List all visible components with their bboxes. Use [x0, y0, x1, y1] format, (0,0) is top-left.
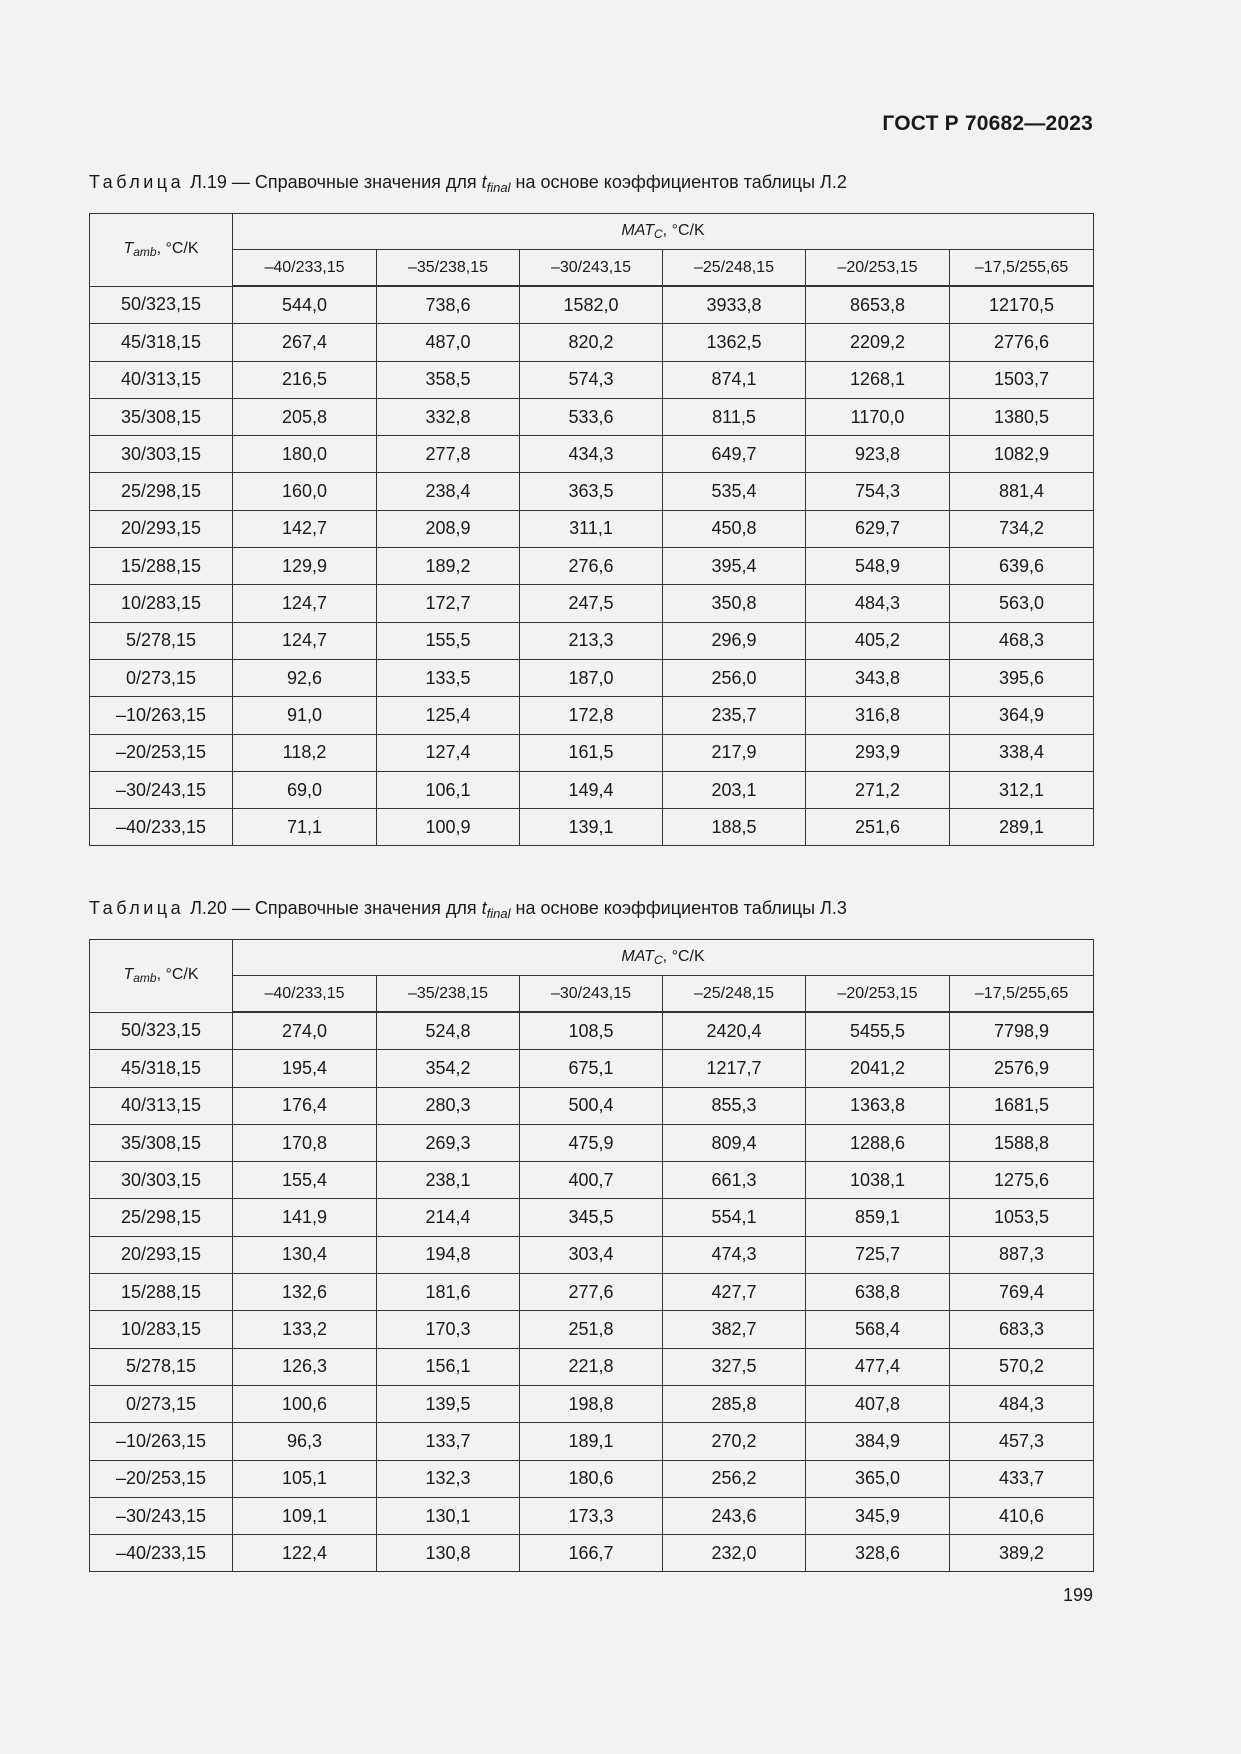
table-cell: 92,6 [233, 659, 377, 696]
table-cell: 400,7 [520, 1162, 663, 1199]
table-cell: 217,9 [663, 734, 806, 771]
table-cell: 118,2 [233, 734, 377, 771]
table-cell: 125,4 [377, 697, 520, 734]
table-row [90, 697, 1094, 734]
table-cell: 106,1 [377, 771, 520, 808]
column-header: –30/243,15 [520, 250, 663, 287]
table-cell: 769,4 [950, 1274, 1094, 1311]
table-cell: 554,1 [663, 1199, 806, 1236]
table-cell: 405,2 [806, 622, 950, 659]
caption-word: Таблица [89, 898, 185, 918]
table-cell: 629,7 [806, 510, 950, 547]
table-row [90, 734, 1094, 771]
corner-header: $T_{amb}$, °C/K [90, 940, 233, 1013]
group-header: $MAT_C$, °C/K [233, 940, 1094, 976]
table-cell: 475,9 [520, 1124, 663, 1161]
table-cell: 855,3 [663, 1087, 806, 1124]
table-cell: 100,6 [233, 1385, 377, 1422]
table-cell: 133,7 [377, 1423, 520, 1460]
table-cell: 280,3 [377, 1087, 520, 1124]
table-cell: 484,3 [950, 1385, 1094, 1422]
table-cell: 427,7 [663, 1274, 806, 1311]
table-row [90, 1012, 1094, 1050]
row-header-cell: 25/298,15 [90, 1199, 233, 1236]
caption-text-end: на основе коэффициентов таблицы Л.2 [510, 172, 847, 192]
table-cell: 130,8 [377, 1535, 520, 1572]
table-cell: 500,4 [520, 1087, 663, 1124]
data-table [89, 213, 1094, 846]
table-cell: 132,3 [377, 1460, 520, 1497]
table-row [90, 585, 1094, 622]
row-header-cell: 5/278,15 [90, 622, 233, 659]
table-cell: 271,2 [806, 771, 950, 808]
table-cell: 474,3 [663, 1236, 806, 1273]
table-cell: 303,4 [520, 1236, 663, 1273]
table-cell: 176,4 [233, 1087, 377, 1124]
table-cell: 820,2 [520, 324, 663, 361]
table-cell: 675,1 [520, 1050, 663, 1087]
column-header: –17,5/255,65 [950, 976, 1094, 1013]
table-row [90, 1236, 1094, 1273]
table-cell: 126,3 [233, 1348, 377, 1385]
table-cell: 563,0 [950, 585, 1094, 622]
row-header-cell: 20/293,15 [90, 1236, 233, 1273]
row-header-cell: 15/288,15 [90, 548, 233, 585]
table-cell: 874,1 [663, 361, 806, 398]
table-cell: 170,3 [377, 1311, 520, 1348]
table-cell: 535,4 [663, 473, 806, 510]
table-cell: 189,2 [377, 548, 520, 585]
table-row [90, 324, 1094, 361]
table-cell: 180,6 [520, 1460, 663, 1497]
table-row [90, 1535, 1094, 1572]
table-cell: 343,8 [806, 659, 950, 696]
table-cell: 568,4 [806, 1311, 950, 1348]
table-cell: 332,8 [377, 398, 520, 435]
table-cell: 1288,6 [806, 1124, 950, 1161]
table-row [90, 1199, 1094, 1236]
table-cell: 155,5 [377, 622, 520, 659]
table-cell: 221,8 [520, 1348, 663, 1385]
table-cell: 156,1 [377, 1348, 520, 1385]
table-row [90, 1311, 1094, 1348]
column-header: –20/253,15 [806, 250, 950, 287]
table-cell: 1582,0 [520, 286, 663, 324]
table-cell: 358,5 [377, 361, 520, 398]
table-cell: 71,1 [233, 809, 377, 846]
table-cell: 487,0 [377, 324, 520, 361]
table-row [90, 361, 1094, 398]
corner-header: $T_{amb}$, °C/K [90, 214, 233, 287]
table-cell: 187,0 [520, 659, 663, 696]
table-cell: 214,4 [377, 1199, 520, 1236]
caption-text: Л.19 — Справочные значения для [190, 172, 482, 192]
caption-text-end: на основе коэффициентов таблицы Л.3 [510, 898, 847, 918]
table-cell: 350,8 [663, 585, 806, 622]
table-cell: 129,9 [233, 548, 377, 585]
table-cell: 327,5 [663, 1348, 806, 1385]
table-cell: 382,7 [663, 1311, 806, 1348]
table-cell: 887,3 [950, 1236, 1094, 1273]
table-cell: 410,6 [950, 1497, 1094, 1534]
caption-text: Л.20 — Справочные значения для [190, 898, 482, 918]
table-cell: 139,1 [520, 809, 663, 846]
table-cell: 809,4 [663, 1124, 806, 1161]
table-cell: 181,6 [377, 1274, 520, 1311]
row-header-cell: 50/323,15 [90, 1012, 233, 1050]
table-cell: 194,8 [377, 1236, 520, 1273]
table-cell: 484,3 [806, 585, 950, 622]
table-cell: 544,0 [233, 286, 377, 324]
row-header-cell: 40/313,15 [90, 361, 233, 398]
table-row [90, 1124, 1094, 1161]
table-cell: 311,1 [520, 510, 663, 547]
caption-variable: t [481, 898, 487, 918]
table-row [90, 1385, 1094, 1422]
table-cell: 8653,8 [806, 286, 950, 324]
column-header: –35/238,15 [377, 976, 520, 1013]
table-cell: 243,6 [663, 1497, 806, 1534]
table-cell: 109,1 [233, 1497, 377, 1534]
table-cell: 734,2 [950, 510, 1094, 547]
table-cell: 285,8 [663, 1385, 806, 1422]
table-cell: 172,7 [377, 585, 520, 622]
table-cell: 69,0 [233, 771, 377, 808]
table-cell: 180,0 [233, 436, 377, 473]
table-row [90, 510, 1094, 547]
table-cell: 247,5 [520, 585, 663, 622]
caption-variable-subscript: final [486, 180, 511, 195]
table-cell: 1681,5 [950, 1087, 1094, 1124]
table-cell: 457,3 [950, 1423, 1094, 1460]
table-row [90, 548, 1094, 585]
table-row [90, 1050, 1094, 1087]
table-cell: 139,5 [377, 1385, 520, 1422]
table-cell: 1082,9 [950, 436, 1094, 473]
table-cell: 170,8 [233, 1124, 377, 1161]
table-cell: 533,6 [520, 398, 663, 435]
table-cell: 1363,8 [806, 1087, 950, 1124]
table-cell: 354,2 [377, 1050, 520, 1087]
table-cell: 395,6 [950, 659, 1094, 696]
table-cell: 235,7 [663, 697, 806, 734]
table-cell: 188,5 [663, 809, 806, 846]
column-header: –20/253,15 [806, 976, 950, 1013]
table-cell: 1217,7 [663, 1050, 806, 1087]
table-cell: 524,8 [377, 1012, 520, 1050]
table-row [90, 286, 1094, 324]
table-cell: 267,4 [233, 324, 377, 361]
table-cell: 1275,6 [950, 1162, 1094, 1199]
group-header: $MAT_C$, °C/K [233, 214, 1094, 250]
table-cell: 1038,1 [806, 1162, 950, 1199]
table-cell: 738,6 [377, 286, 520, 324]
table-cell: 141,9 [233, 1199, 377, 1236]
column-header: –35/238,15 [377, 250, 520, 287]
caption-variable-subscript: final [486, 906, 511, 921]
table-cell: 1170,0 [806, 398, 950, 435]
table-cell: 574,3 [520, 361, 663, 398]
table-cell: 127,4 [377, 734, 520, 771]
row-header-cell: 20/293,15 [90, 510, 233, 547]
table-cell: 1362,5 [663, 324, 806, 361]
table-cell: 450,8 [663, 510, 806, 547]
table-cell: 661,3 [663, 1162, 806, 1199]
table-cell: 407,8 [806, 1385, 950, 1422]
row-header-cell: 35/308,15 [90, 1124, 233, 1161]
column-header: –25/248,15 [663, 976, 806, 1013]
column-header: –30/243,15 [520, 976, 663, 1013]
table-cell: 1268,1 [806, 361, 950, 398]
row-header-cell: –40/233,15 [90, 809, 233, 846]
row-header-cell: 45/318,15 [90, 1050, 233, 1087]
page-number: 199 [1062, 1585, 1093, 1605]
table-cell: 189,1 [520, 1423, 663, 1460]
row-header-cell: 0/273,15 [90, 1385, 233, 1422]
table-cell: 108,5 [520, 1012, 663, 1050]
row-header-cell: 25/298,15 [90, 473, 233, 510]
table-cell: 293,9 [806, 734, 950, 771]
table-cell: 216,5 [233, 361, 377, 398]
table-cell: 3933,8 [663, 286, 806, 324]
table-cell: 881,4 [950, 473, 1094, 510]
table-cell: 133,5 [377, 659, 520, 696]
table-cell: 132,6 [233, 1274, 377, 1311]
table-row [90, 1274, 1094, 1311]
table-cell: 173,3 [520, 1497, 663, 1534]
table-caption [89, 898, 847, 921]
table-cell: 238,4 [377, 473, 520, 510]
table-row [90, 1497, 1094, 1534]
row-header-cell: –10/263,15 [90, 1423, 233, 1460]
table-cell: 433,7 [950, 1460, 1094, 1497]
table-cell: 570,2 [950, 1348, 1094, 1385]
table-cell: 133,2 [233, 1311, 377, 1348]
data-table [89, 939, 1094, 1572]
table-cell: 96,3 [233, 1423, 377, 1460]
table-row [90, 1087, 1094, 1124]
table-cell: 468,3 [950, 622, 1094, 659]
row-header-cell: 0/273,15 [90, 659, 233, 696]
table-cell: 395,4 [663, 548, 806, 585]
table-cell: 122,4 [233, 1535, 377, 1572]
table-cell: 12170,5 [950, 286, 1094, 324]
row-header-cell: 10/283,15 [90, 1311, 233, 1348]
table-cell: 316,8 [806, 697, 950, 734]
table-cell: 2209,2 [806, 324, 950, 361]
table-cell: 2576,9 [950, 1050, 1094, 1087]
table-cell: 205,8 [233, 398, 377, 435]
table-cell: 338,4 [950, 734, 1094, 771]
table-cell: 155,4 [233, 1162, 377, 1199]
row-header-cell: –20/253,15 [90, 1460, 233, 1497]
row-header-cell: –10/263,15 [90, 697, 233, 734]
table-cell: 923,8 [806, 436, 950, 473]
table-cell: 256,2 [663, 1460, 806, 1497]
table-cell: 208,9 [377, 510, 520, 547]
table-cell: 1380,5 [950, 398, 1094, 435]
table-cell: 1588,8 [950, 1124, 1094, 1161]
table-cell: 859,1 [806, 1199, 950, 1236]
table-cell: 811,5 [663, 398, 806, 435]
document-header: ГОСТ Р 70682—2023 [882, 112, 1093, 135]
row-header-cell: –30/243,15 [90, 1497, 233, 1534]
table-cell: 172,8 [520, 697, 663, 734]
table-cell: 161,5 [520, 734, 663, 771]
table-cell: 754,3 [806, 473, 950, 510]
table-row [90, 659, 1094, 696]
table-cell: 270,2 [663, 1423, 806, 1460]
row-header-cell: –20/253,15 [90, 734, 233, 771]
table-cell: 296,9 [663, 622, 806, 659]
row-header-cell: 5/278,15 [90, 1348, 233, 1385]
table-cell: 251,8 [520, 1311, 663, 1348]
table-cell: 363,5 [520, 473, 663, 510]
table-cell: 160,0 [233, 473, 377, 510]
table-row [90, 1423, 1094, 1460]
table-cell: 2776,6 [950, 324, 1094, 361]
table-row [90, 1460, 1094, 1497]
table-row [90, 1348, 1094, 1385]
table-cell: 130,1 [377, 1497, 520, 1534]
row-header-cell: 10/283,15 [90, 585, 233, 622]
table-row [90, 436, 1094, 473]
table-cell: 7798,9 [950, 1012, 1094, 1050]
table-cell: 203,1 [663, 771, 806, 808]
caption-word: Таблица [89, 172, 185, 192]
table-cell: 105,1 [233, 1460, 377, 1497]
table-cell: 1503,7 [950, 361, 1094, 398]
table-cell: 683,3 [950, 1311, 1094, 1348]
row-header-cell: 35/308,15 [90, 398, 233, 435]
table-cell: 649,7 [663, 436, 806, 473]
table-cell: 274,0 [233, 1012, 377, 1050]
table-row [90, 809, 1094, 846]
row-header-cell: –40/233,15 [90, 1535, 233, 1572]
table-cell: 2420,4 [663, 1012, 806, 1050]
table-cell: 124,7 [233, 585, 377, 622]
table-row [90, 473, 1094, 510]
table-cell: 91,0 [233, 697, 377, 734]
table-cell: 213,3 [520, 622, 663, 659]
row-header-cell: 50/323,15 [90, 286, 233, 324]
table-cell: 195,4 [233, 1050, 377, 1087]
table-cell: 269,3 [377, 1124, 520, 1161]
row-header-cell: 30/303,15 [90, 1162, 233, 1199]
table-cell: 2041,2 [806, 1050, 950, 1087]
table-cell: 312,1 [950, 771, 1094, 808]
row-header-cell: –30/243,15 [90, 771, 233, 808]
table-cell: 256,0 [663, 659, 806, 696]
table-caption [89, 172, 847, 195]
table-cell: 328,6 [806, 1535, 950, 1572]
column-header: –40/233,15 [233, 976, 377, 1013]
caption-variable: t [481, 172, 487, 192]
table-row [90, 1162, 1094, 1199]
table-cell: 477,4 [806, 1348, 950, 1385]
table-cell: 130,4 [233, 1236, 377, 1273]
table-row [90, 622, 1094, 659]
table-cell: 1053,5 [950, 1199, 1094, 1236]
table-cell: 345,9 [806, 1497, 950, 1534]
column-header: –40/233,15 [233, 250, 377, 287]
table-cell: 289,1 [950, 809, 1094, 846]
table-cell: 238,1 [377, 1162, 520, 1199]
table-cell: 149,4 [520, 771, 663, 808]
table-cell: 5455,5 [806, 1012, 950, 1050]
table-row [90, 398, 1094, 435]
table-cell: 232,0 [663, 1535, 806, 1572]
table-cell: 166,7 [520, 1535, 663, 1572]
table-cell: 142,7 [233, 510, 377, 547]
table-cell: 384,9 [806, 1423, 950, 1460]
row-header-cell: 45/318,15 [90, 324, 233, 361]
row-header-cell: 15/288,15 [90, 1274, 233, 1311]
table-cell: 725,7 [806, 1236, 950, 1273]
table-cell: 277,8 [377, 436, 520, 473]
table-cell: 124,7 [233, 622, 377, 659]
table-cell: 277,6 [520, 1274, 663, 1311]
table-row [90, 771, 1094, 808]
table-cell: 251,6 [806, 809, 950, 846]
table-cell: 100,9 [377, 809, 520, 846]
row-header-cell: 30/303,15 [90, 436, 233, 473]
table-cell: 638,8 [806, 1274, 950, 1311]
table-cell: 365,0 [806, 1460, 950, 1497]
table-cell: 198,8 [520, 1385, 663, 1422]
table-cell: 345,5 [520, 1199, 663, 1236]
table-cell: 548,9 [806, 548, 950, 585]
column-header: –17,5/255,65 [950, 250, 1094, 287]
row-header-cell: 40/313,15 [90, 1087, 233, 1124]
table-cell: 276,6 [520, 548, 663, 585]
table-cell: 434,3 [520, 436, 663, 473]
table-cell: 364,9 [950, 697, 1094, 734]
table-cell: 639,6 [950, 548, 1094, 585]
column-header: –25/248,15 [663, 250, 806, 287]
table-cell: 389,2 [950, 1535, 1094, 1572]
